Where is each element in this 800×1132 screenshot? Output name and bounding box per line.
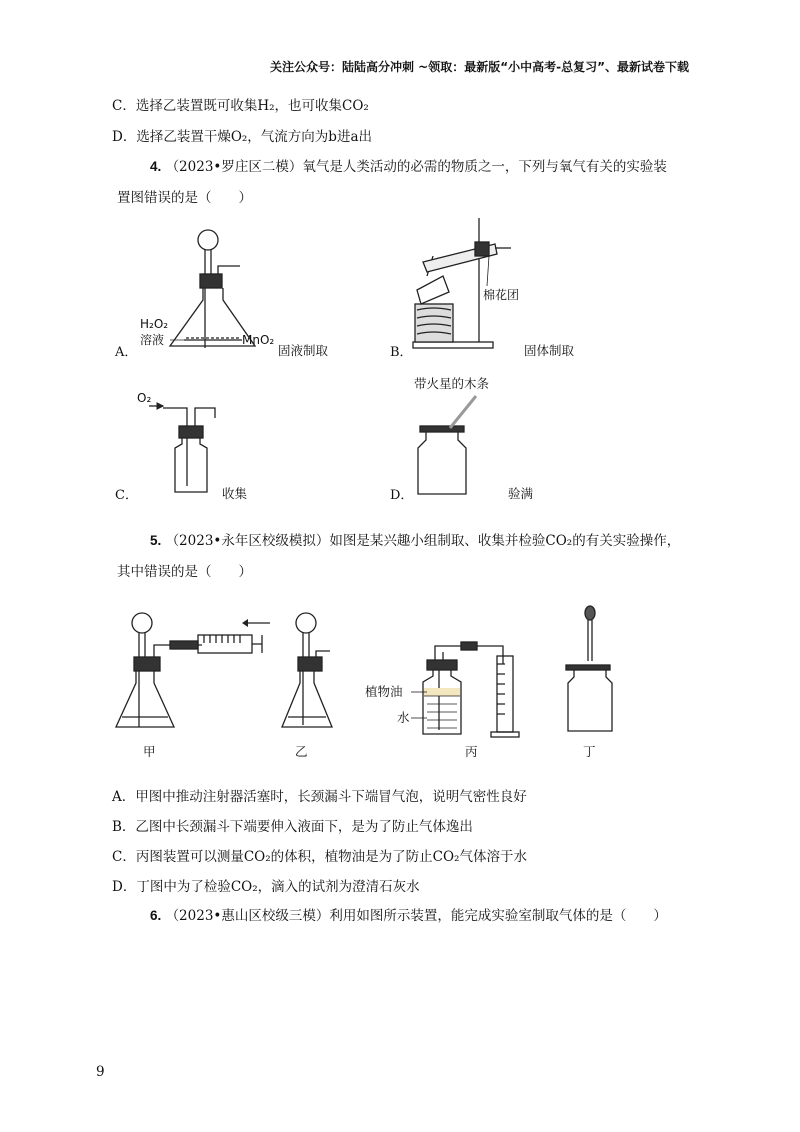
q5-label-oil: 植物油 [365, 684, 403, 699]
q4-option-b-letter: B． [390, 345, 413, 360]
q4-stem-text: （2023•罗庄区二模）氧气是人类活动的必需的物质之一，下列与氧气有关的实验装 [165, 159, 667, 175]
q4c-label-o2: O₂ [137, 391, 152, 405]
q5-figure-ding [560, 605, 620, 735]
q4a-label-h2o2: H₂O₂ [140, 317, 169, 331]
q4-option-c-letter: C． [115, 488, 138, 503]
q4-number: 4. [150, 159, 162, 174]
q4b-label-cotton: 棉花团 [483, 288, 520, 302]
q6-stem-text: （2023•惠山区校级三模）利用如图所示装置，能完成实验室制取气体的是（ ） [165, 908, 667, 924]
q5-figure-yi [280, 605, 360, 755]
q5-figure-jia [110, 605, 290, 755]
q4-figure-d [410, 370, 530, 500]
q5-stem-text: （2023•永年区校级模拟）如图是某兴趣小组制取、收集并检验CO₂的有关实验操作， [165, 533, 681, 549]
page-header: 关注公众号：陆陆高分冲刺 ~领取：最新版“小中高考-总复习”、最新试卷下载 [270, 60, 689, 74]
q4a-label-solution: 溶液 [140, 333, 165, 347]
q5-option-d: D．丁图中为了检验CO₂，滴入的试剂为澄清石灰水 [112, 879, 420, 895]
q5-label-yi: 乙 [295, 744, 308, 759]
q4-figure-a [130, 222, 290, 357]
q4-option-a-letter: A． [115, 345, 138, 360]
prev-option-c: C．选择乙装置既可收集H₂，也可收集CO₂ [112, 98, 369, 114]
q5-label-ding: 丁 [583, 744, 596, 759]
q4a-label-mno2: MnO₂ [242, 333, 275, 347]
q4-option-a-caption: 固液制取 [278, 343, 329, 358]
q5-option-c: C．丙图装置可以测量CO₂的体积，植物油是为了防止CO₂气体溶于水 [112, 849, 527, 865]
q5-label-jia: 甲 [143, 744, 156, 759]
q4-option-b-caption: 固体制取 [524, 343, 575, 358]
q5-number: 5. [150, 533, 162, 548]
q6-stem [150, 907, 667, 925]
prev-option-d: D．选择乙装置干燥O₂，气流方向为b进a出 [112, 129, 372, 145]
q5-stem-line1 [150, 532, 680, 550]
q4-option-c-caption: 收集 [222, 486, 248, 501]
page-number: 9 [96, 1064, 105, 1080]
q4-stem-line2: 置图错误的是（ ） [117, 190, 252, 206]
q4-figure-c [135, 388, 235, 500]
q4-option-d-caption: 验满 [508, 486, 534, 501]
q4-figure-b [405, 214, 535, 354]
q5-option-a: A．甲图中推动注射器活塞时，长颈漏斗下端冒气泡，说明气密性良好 [112, 789, 527, 805]
q5-stem-line2: 其中错误的是（ ） [117, 564, 252, 580]
q6-number: 6. [150, 908, 162, 923]
q5-label-bing: 丙 [465, 744, 478, 759]
q5-option-b: B．乙图中长颈漏斗下端要伸入液面下，是为了防止气体逸出 [112, 819, 473, 835]
q4d-label-splint: 带火星的木条 [414, 376, 490, 391]
q5-figure-bing [365, 630, 545, 755]
q5-label-water: 水 [397, 710, 410, 725]
q4-option-d-letter: D． [390, 488, 414, 503]
q4-stem-line1 [150, 158, 667, 176]
